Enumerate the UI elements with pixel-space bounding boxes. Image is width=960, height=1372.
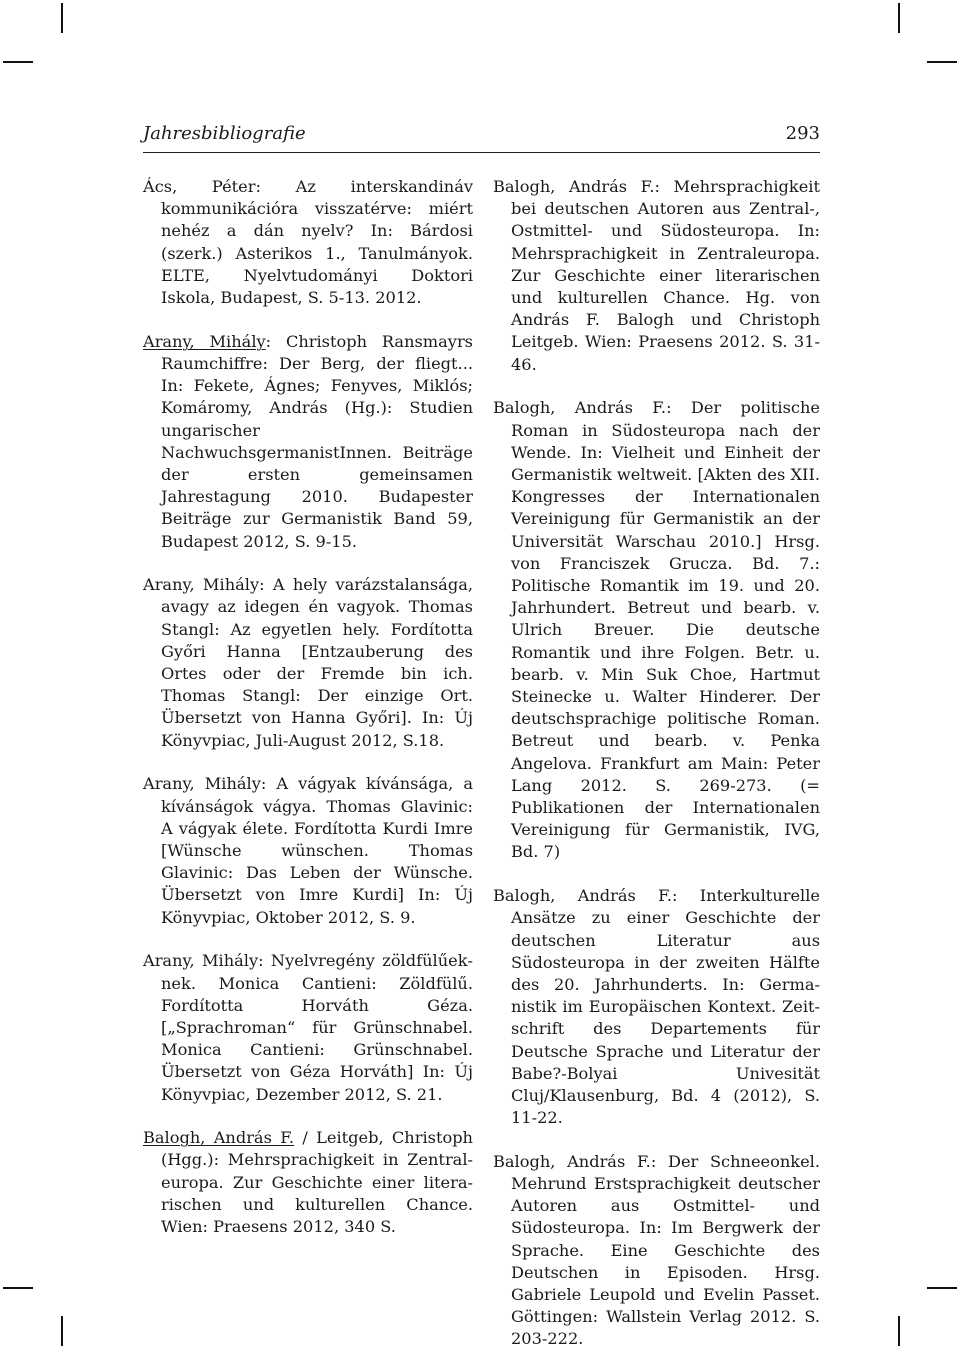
crop-mark-bottom-right-h — [927, 1287, 957, 1289]
entry-text: Balogh, András F.: Interkulturelle Ansätze zu einer Geschichte der deutschen Literatur aus Südosteuropa in der zweiten Hälfte des 20. Jahrhunderts. In: Germanistik im Europäischen Kontext. Zeitschrift des Departements für Deutsche Sprache und Literatur der Babe?-Bolyai Univesität Cluj/Klausenburg, Bd. 4 (2012), S. 11-22. — [493, 886, 820, 1128]
bibliography-entry — [143, 950, 473, 1105]
page-header — [143, 123, 820, 153]
bibliography-entry — [493, 397, 820, 863]
header-rule — [143, 152, 820, 153]
entry-text: Arany, Mihály: Nyelvregény zöldfülűeknek. Monica Cantieni: Zöldfülű. Fordította Horváth Géza. [„Sprachroman“ für Grünschnabel. Monica Cantieni: Grünschnabel. Übersetzt von Géza Horváth] In: Új Könyvpiac, Dezember 2012, S. 21. — [143, 951, 473, 1104]
bibliography-entry — [493, 176, 820, 376]
entry-text: Ács, Péter: Az interskandináv kommunikációra visszatérve: miért nehéz a dán nyelv? In: Bárdosi (szerk.) Asterikos 1., Tanulmányok. ELTE, Nyelvtudományi Doktori Iskola, Budapest, S. 5-13. 2012. — [143, 177, 473, 308]
bibliography-entry — [143, 574, 473, 752]
bibliography-entry — [143, 331, 473, 553]
bibliography-entry — [143, 773, 473, 928]
entry-text: Arany, Mihály: A hely varázstalansága, avagy az idegen én vagyok. Thomas Stangl: Az egyetlen hely. Fordította Győri Hanna [Entzauberung des Ortes oder der Fremde bin ich. Thomas Stangl: Der einzige Ort. Übersetzt von Hanna Győri]. In: Új Könyvpiac, Juli-August 2012, S.18. — [143, 575, 473, 750]
crop-mark-top-right — [898, 3, 900, 33]
crop-mark-top-left — [61, 3, 63, 33]
bibliography-entry — [143, 176, 473, 309]
entry-text: Arany, Mihály: A vágyak kívánsága, a kívánságok vágya. Thomas Glavinic: A vágyak élete. Fordította Kurdi Imre [Wünsche wünschen. Thomas Glavinic: Das Leben der Wünsche. Übersetzt von Imre Kurdi] In: Új Könyvpiac, Oktober 2012, S. 9. — [143, 774, 473, 927]
running-title: Jahresbibliografie — [143, 123, 306, 144]
entry-text: Balogh, András F.: Mehrsprachigkeit bei deutschen Autoren aus Zentral-, Ostmittel- und Südosteuropa. In: Mehrsprachigkeit in Zentraleuropa. Zur Geschichte einer literarischen und kulturellen Chance. Hg. von András F. Balogh und Christoph Leitgeb. Wien: Praesens 2012. S. 31-46. — [493, 177, 820, 374]
bibliography-entry — [143, 1127, 473, 1238]
entry-text: : Christoph Ransmayrs Raumchiffre: Der Berg, der fliegt... In: Fekete, Ágnes; Fenyves, Miklós; Komáromy, András (Hg.): Studien ungarischer NachwuchsgermanistInnen. Beiträge der ersten gemeinsamen Jahrestagung 2010. Budapester Beiträge zur Germanistik Band 59, Budapest 2012, S. 9-15. — [161, 331, 473, 551]
entry-text: / Leitgeb, Christoph (Hgg.): Mehrsprachigkeit in Zentraleuropa. Zur Geschichte einer literarischen und kulturellen Chance. Wien: Praesens 2012, 340 S. — [161, 1128, 473, 1237]
page-number: 293 — [785, 123, 820, 144]
entry-author: Balogh, András F. — [143, 1128, 295, 1148]
bibliography-entry — [493, 885, 820, 1129]
right-column — [493, 176, 820, 1372]
crop-mark-bottom-left — [61, 1316, 63, 1346]
crop-mark-top-left-h — [3, 61, 33, 63]
entry-text: Balogh, András F.: Der politische Roman in Südosteuropa nach der Wende. In: Vielheit und Einheit der Germanistik weltweit. [Akten des XII. Kongresses der Internationalen Vereinigung für Germanistik an der Universität Warschau 2010.] Hrsg. von Franciszek Grucza. Bd. 7.: Politische Romantik im 19. und 20. Jahrhundert. Betreut und bearb. v. Ulrich Breuer. Die deutsche Romantik und ihre Folgen. Betr. u. bearb. v. Min Suk Choe, Hartmut Steinecke u. Walter Hinderer. Der deutschsprachige politische Roman. Betreut und bearb. v. Penka Angelova. Frankfurt am Main: Peter Lang 2012. S. 269-273. (= Publikationen der Internationalen Vereinigung für Germanistik, IVG, Bd. 7) — [493, 398, 820, 862]
crop-mark-bottom-left-h — [3, 1287, 33, 1289]
entry-author: Arany, Mihály — [143, 331, 266, 351]
crop-mark-top-right-h — [927, 61, 957, 63]
entry-text: Balogh, András F.: Der Schneeonkel. Mehrund Erstsprachigkeit deutscher Autoren aus Ostmittel- und Südosteuropa. In: Im Bergwerk der Sprache. Eine Geschichte des Deutschen in Episoden. Hrsg. Gabriele Leupold und Evelin Passet. Göttingen: Wallstein Verlag 2012. S. 203-222. — [493, 1151, 820, 1349]
crop-mark-bottom-right — [898, 1316, 900, 1346]
left-column — [143, 176, 473, 1260]
bibliography-entry — [493, 1151, 820, 1351]
